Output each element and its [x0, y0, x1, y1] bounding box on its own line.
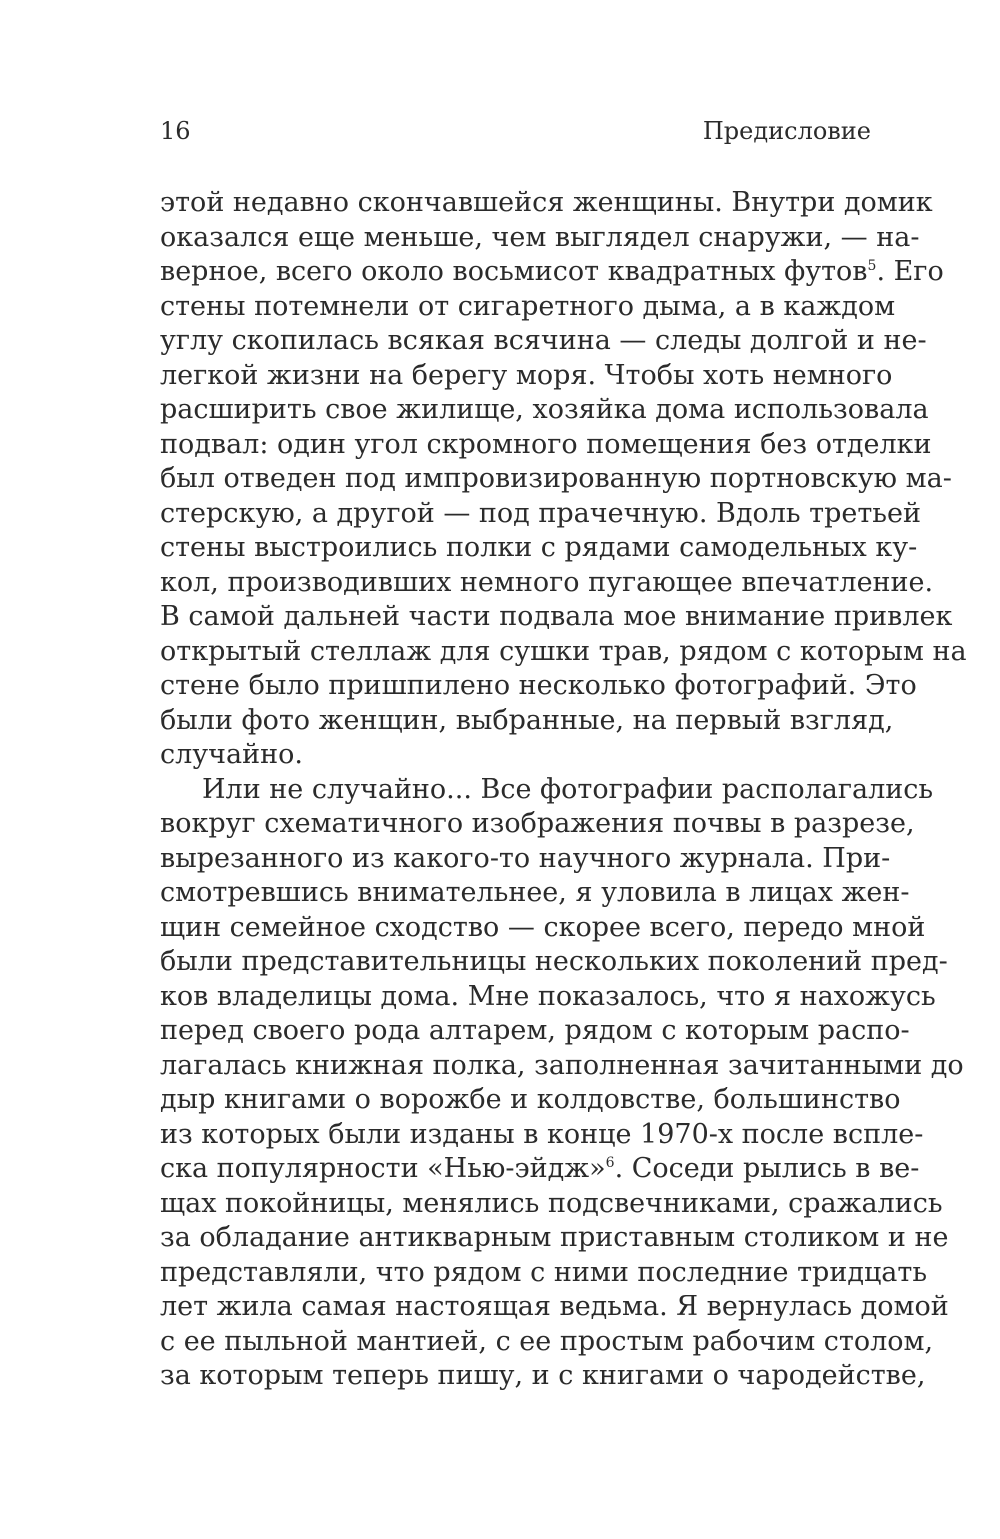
- text-line: щах покойницы, менялись подсвечниками, сражались: [160, 1187, 943, 1219]
- text-line: открытый стеллаж для сушки трав, рядом с которым на: [160, 635, 967, 667]
- text-line: за обладание антикварным приставным столиком и не: [160, 1222, 949, 1253]
- text-line: стены потемнели от сигаретного дыма, а в каждом: [160, 290, 896, 322]
- body-text: [160, 186, 967, 1394]
- text-line: ков владелицы дома. Мне показалось, что я нахожусь: [160, 980, 936, 1012]
- text-line: были представительницы нескольких поколений пред-: [160, 946, 948, 977]
- page-number: 16: [160, 117, 191, 145]
- text-line: лет жила самая настоящая ведьма. Я вернулась домой: [160, 1291, 949, 1322]
- text-line: стене было пришпилено несколько фотографий. Это: [160, 670, 917, 701]
- text-line: оказался еще меньше, чем выглядел снаружи, — на-: [160, 221, 920, 253]
- text-line-part: ска популярности «Нью-эйдж»: [160, 1153, 606, 1184]
- text-line: случайно.: [160, 739, 303, 770]
- text-line: стерскую, а другой — под прачечную. Вдоль третьей: [160, 497, 921, 529]
- text-line: перед своего рода алтарем, рядом с которым распо-: [160, 1015, 910, 1046]
- text-line: вокруг схематичного изображения почвы в разрезе,: [160, 808, 915, 839]
- text-line: стены выстроились полки с рядами самодельных ку-: [160, 532, 918, 563]
- text-line: щин семейное сходство — скорее всего, передо мной: [160, 911, 926, 943]
- text-line: В самой дальней части подвала мое внимание привлек: [160, 601, 953, 632]
- running-head: [160, 114, 871, 148]
- text-line: с ее пыльной мантией, с ее простым рабочим столом,: [160, 1325, 934, 1357]
- text-line: расширить свое жилище, хозяйка дома использовала: [160, 394, 929, 425]
- section-title: Предисловие: [702, 117, 871, 145]
- text-line: лагалась книжная полка, заполненная зачитанными до: [160, 1049, 964, 1081]
- text-line: Или не случайно... Все фотографии располагались: [202, 773, 934, 805]
- text-line: дыр книгами о ворожбе и колдовстве, большинство: [160, 1084, 901, 1115]
- text-line: смотревшись внимательнее, я уловила в лицах жен-: [160, 877, 910, 908]
- text-line: этой недавно скончавшейся женщины. Внутри домик: [160, 187, 933, 218]
- text-line: подвал: один угол скромного помещения без отделки: [160, 428, 932, 460]
- footnote-ref[interactable]: 6: [605, 1155, 615, 1171]
- text-line: [160, 255, 944, 290]
- text-line: кол, производивших немного пугающее впечатление.: [160, 566, 934, 598]
- text-line-part: . Его: [876, 256, 944, 287]
- text-line-part: . Соседи рылись в ве-: [614, 1153, 920, 1184]
- text-line: был отведен под импровизированную портновскую ма-: [160, 463, 952, 494]
- text-line: углу скопилась всякая всячина — следы долгой и не-: [160, 325, 927, 356]
- text-line: легкой жизни на берегу моря. Чтобы хоть немного: [160, 359, 893, 391]
- text-line-part: верное, всего около восьмисот квадратных футов: [160, 256, 868, 287]
- text-line: за которым теперь пишу, и с книгами о чародействе,: [160, 1360, 926, 1391]
- text-line: [160, 1152, 920, 1187]
- text-line: представляли, что рядом с ними последние тридцать: [160, 1256, 928, 1288]
- text-line: были фото женщин, выбранные, на первый взгляд,: [160, 704, 894, 736]
- text-line: вырезанного из какого-то научного журнала. При-: [160, 842, 891, 874]
- text-line: из которых были изданы в конце 1970-х после вспле-: [160, 1118, 924, 1150]
- footnote-ref[interactable]: 5: [867, 258, 877, 274]
